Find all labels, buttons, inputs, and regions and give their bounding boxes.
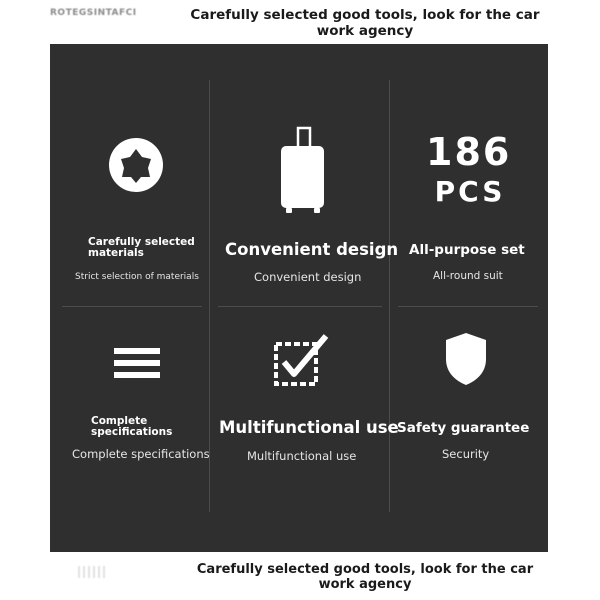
feature-panel xyxy=(50,44,548,552)
luggage-icon xyxy=(278,124,328,216)
feature-subtitle-materials: Strict selection of materials xyxy=(75,272,199,282)
feature-title-specifications: Complete specifications xyxy=(91,415,173,438)
shield-icon xyxy=(444,331,488,387)
feature-subtitle-convenient-design: Convenient design xyxy=(254,270,362,284)
piece-unit: PCS xyxy=(434,175,506,208)
divider-horizontal-right xyxy=(398,306,538,307)
divider-vertical-2 xyxy=(389,80,390,512)
feature-subtitle-multifunctional: Multifunctional use xyxy=(247,449,357,463)
menu-icon xyxy=(114,348,160,378)
top-caption: Carefully selected good tools, look for the car work agency xyxy=(190,7,540,39)
divider-horizontal-mid xyxy=(218,306,382,307)
checkbox-icon xyxy=(272,332,332,388)
divider-horizontal-left xyxy=(62,306,202,307)
feature-title-convenient-design: Convenient design xyxy=(225,240,399,259)
feature-title-safety: Safety guarantee xyxy=(397,420,530,436)
feature-subtitle-safety: Security xyxy=(442,447,490,461)
piece-count: 186 xyxy=(426,130,512,174)
footer-blurred-mark xyxy=(78,566,108,578)
gear-icon xyxy=(106,135,166,195)
bottom-caption: Carefully selected good tools, look for the car work agency xyxy=(196,562,534,592)
feature-title-materials: Carefully selected materials xyxy=(88,236,195,259)
header-blurred-logo-text: ROTEGSINTAFCI xyxy=(50,8,137,18)
feature-subtitle-specifications: Complete specifications xyxy=(72,447,210,461)
feature-title-multifunctional: Multifunctional use xyxy=(219,418,399,437)
feature-subtitle-all-purpose: All-round suit xyxy=(433,270,503,282)
feature-title-all-purpose: All-purpose set xyxy=(409,242,525,258)
